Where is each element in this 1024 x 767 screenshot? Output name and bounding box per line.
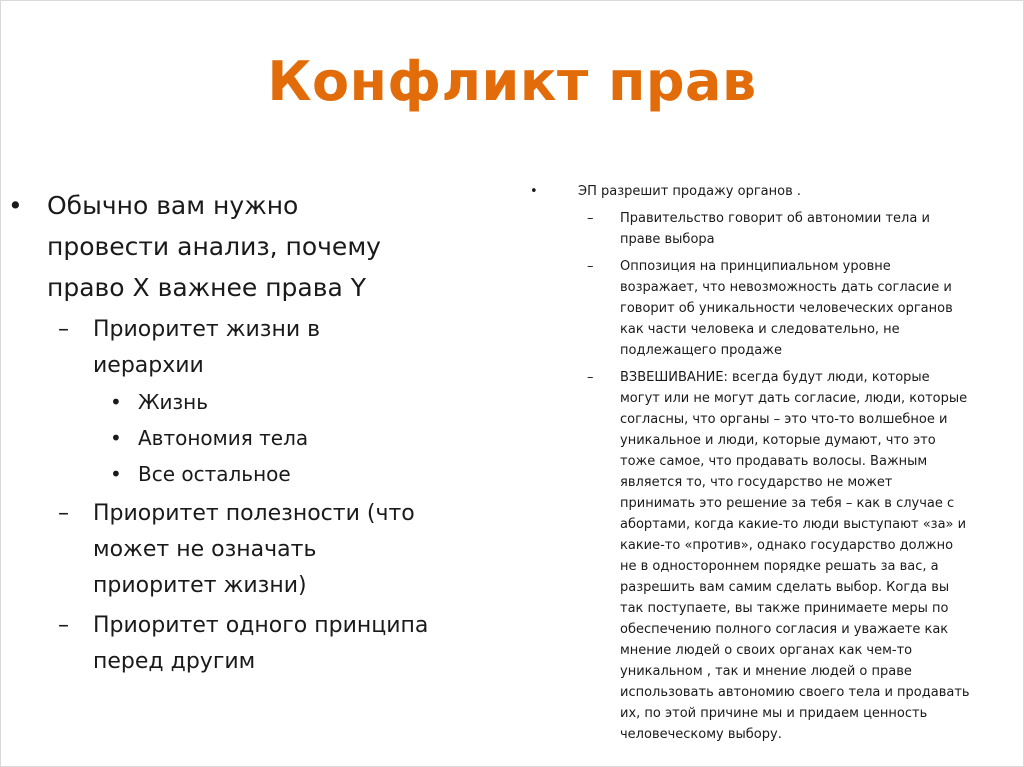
bullet-dash: – [58,501,69,526]
slide-title: Конфликт прав [267,50,757,113]
bullet-dash: – [58,613,69,638]
bullet-dot: • [110,462,122,486]
right-column [520,182,980,751]
bullet-dot: • [110,426,122,450]
right-sub-text: Оппозиция на принципиальном уровне возражает, что невозможность дать согласие и говорит об уникальности человеческих органов как части человека и следовательно, не подлежащего продаже [620,259,953,358]
left-subsub-item [0,420,470,456]
left-subsub-text: Жизнь [138,390,209,414]
left-subsub-text: Все остальное [138,462,291,486]
left-sub-item [0,496,433,604]
right-sub-text: Правительство говорит об автономии тела и праве выбора [620,211,930,247]
left-sub-item [0,608,433,680]
bullet-dot: • [110,390,122,414]
left-subsub-item [0,384,470,420]
left-sub-item [0,312,433,384]
bullet-dash: – [587,259,594,274]
left-column [0,185,470,680]
right-bullet-main [520,182,980,202]
left-sub-text: Приоритет полезности (что может не означать приоритет жизни) [93,501,415,598]
bullet-dot: • [8,191,23,220]
right-sub-item [520,208,970,250]
right-sub-text: ВЗВЕШИВАНИЕ: всегда будут люди, которые могут или не могут дать согласие, люди, которые согласны, что органы – это что-то волшебное и уникальное и люди, которые думают, что это тоже самое, что продавать волосы. Важным является то, что государство не может принимать это решение за тебя – как в случае с абортами, когда какие-то люди выступают «за» и какие-то «против», однако государство должно не в одностороннем порядке решать за вас, а разрешить вам самим сделать выбор. Когда вы так поступаете, вы также принимаете меры по обеспечению полного согласия и уважаете как мнение людей о своих органах как чем-то уникальном , так и мнение людей о праве использовать автономию своего тела и продавать их, по этой причине мы и придаем ценность человеческому выбору. [620,370,970,742]
left-bullet-main [0,185,427,308]
bullet-dash: – [587,211,594,226]
bullet-dash: – [58,317,69,342]
left-subsub-text: Автономия тела [138,426,309,450]
bullet-dot: • [530,184,538,199]
right-sub-item [520,256,970,361]
right-sub-item [520,367,970,745]
left-sub-text: Приоритет жизни в иерархии [93,317,321,378]
left-sub-text: Приоритет одного принципа перед другим [93,613,429,674]
left-main-text: Обычно вам нужно провести анализ, почему право X важнее права Y [47,191,381,302]
right-main-text: ЭП разрешит продажу органов . [578,184,801,199]
left-subsub-item [0,456,470,492]
bullet-dash: – [587,370,594,385]
